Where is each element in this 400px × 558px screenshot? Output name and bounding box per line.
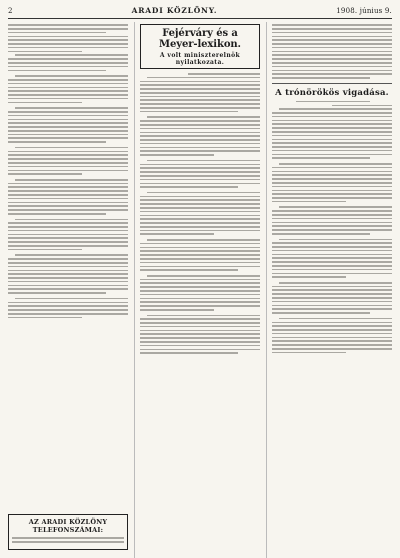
article-text-block (8, 147, 128, 175)
article-text-block (8, 24, 128, 71)
subheadline: A volt miniszterelnök nyilatkozata. (159, 52, 241, 66)
article-text-block (272, 239, 392, 278)
article-text-block (8, 298, 128, 319)
article-text-block (272, 282, 392, 314)
page-number: 2 (8, 7, 13, 15)
article-text-block (140, 239, 260, 271)
article-text-block (272, 163, 392, 202)
column-2 (134, 22, 260, 558)
article-text-block (272, 206, 392, 234)
article-text-block (8, 254, 128, 293)
article-text-block (140, 116, 260, 155)
article-text-block (8, 219, 128, 251)
article-text-block (8, 75, 128, 103)
section-rule (272, 83, 392, 84)
article-text-block (272, 24, 392, 79)
article-text-block (140, 73, 260, 112)
telephone-numbers-box (8, 514, 128, 550)
issue-date: 1908. június 9. (336, 7, 392, 15)
masthead-rule (8, 18, 392, 19)
phone-box-title: AZ ARADI KÖZLÖNY TELEFONSZÁMAI: (28, 518, 108, 535)
article-text-block (140, 192, 260, 235)
masthead (8, 6, 392, 15)
column-1 (8, 22, 128, 558)
article-text-block (8, 107, 128, 143)
columns (8, 22, 392, 558)
paper-name: ARADI KÖZLÖNY. (131, 6, 218, 15)
section-title: A trónörökös vigadása. (275, 87, 389, 98)
column-3 (266, 22, 392, 558)
article-text-block (272, 101, 392, 159)
article-text-block (8, 179, 128, 215)
article-text-block (272, 318, 392, 354)
article-text-block (140, 275, 260, 311)
article-text-block (140, 315, 260, 354)
headline-box (140, 24, 260, 69)
headline: Fejérváry és a Meyer-lexikon. (159, 28, 241, 50)
article-text-block (140, 160, 260, 188)
